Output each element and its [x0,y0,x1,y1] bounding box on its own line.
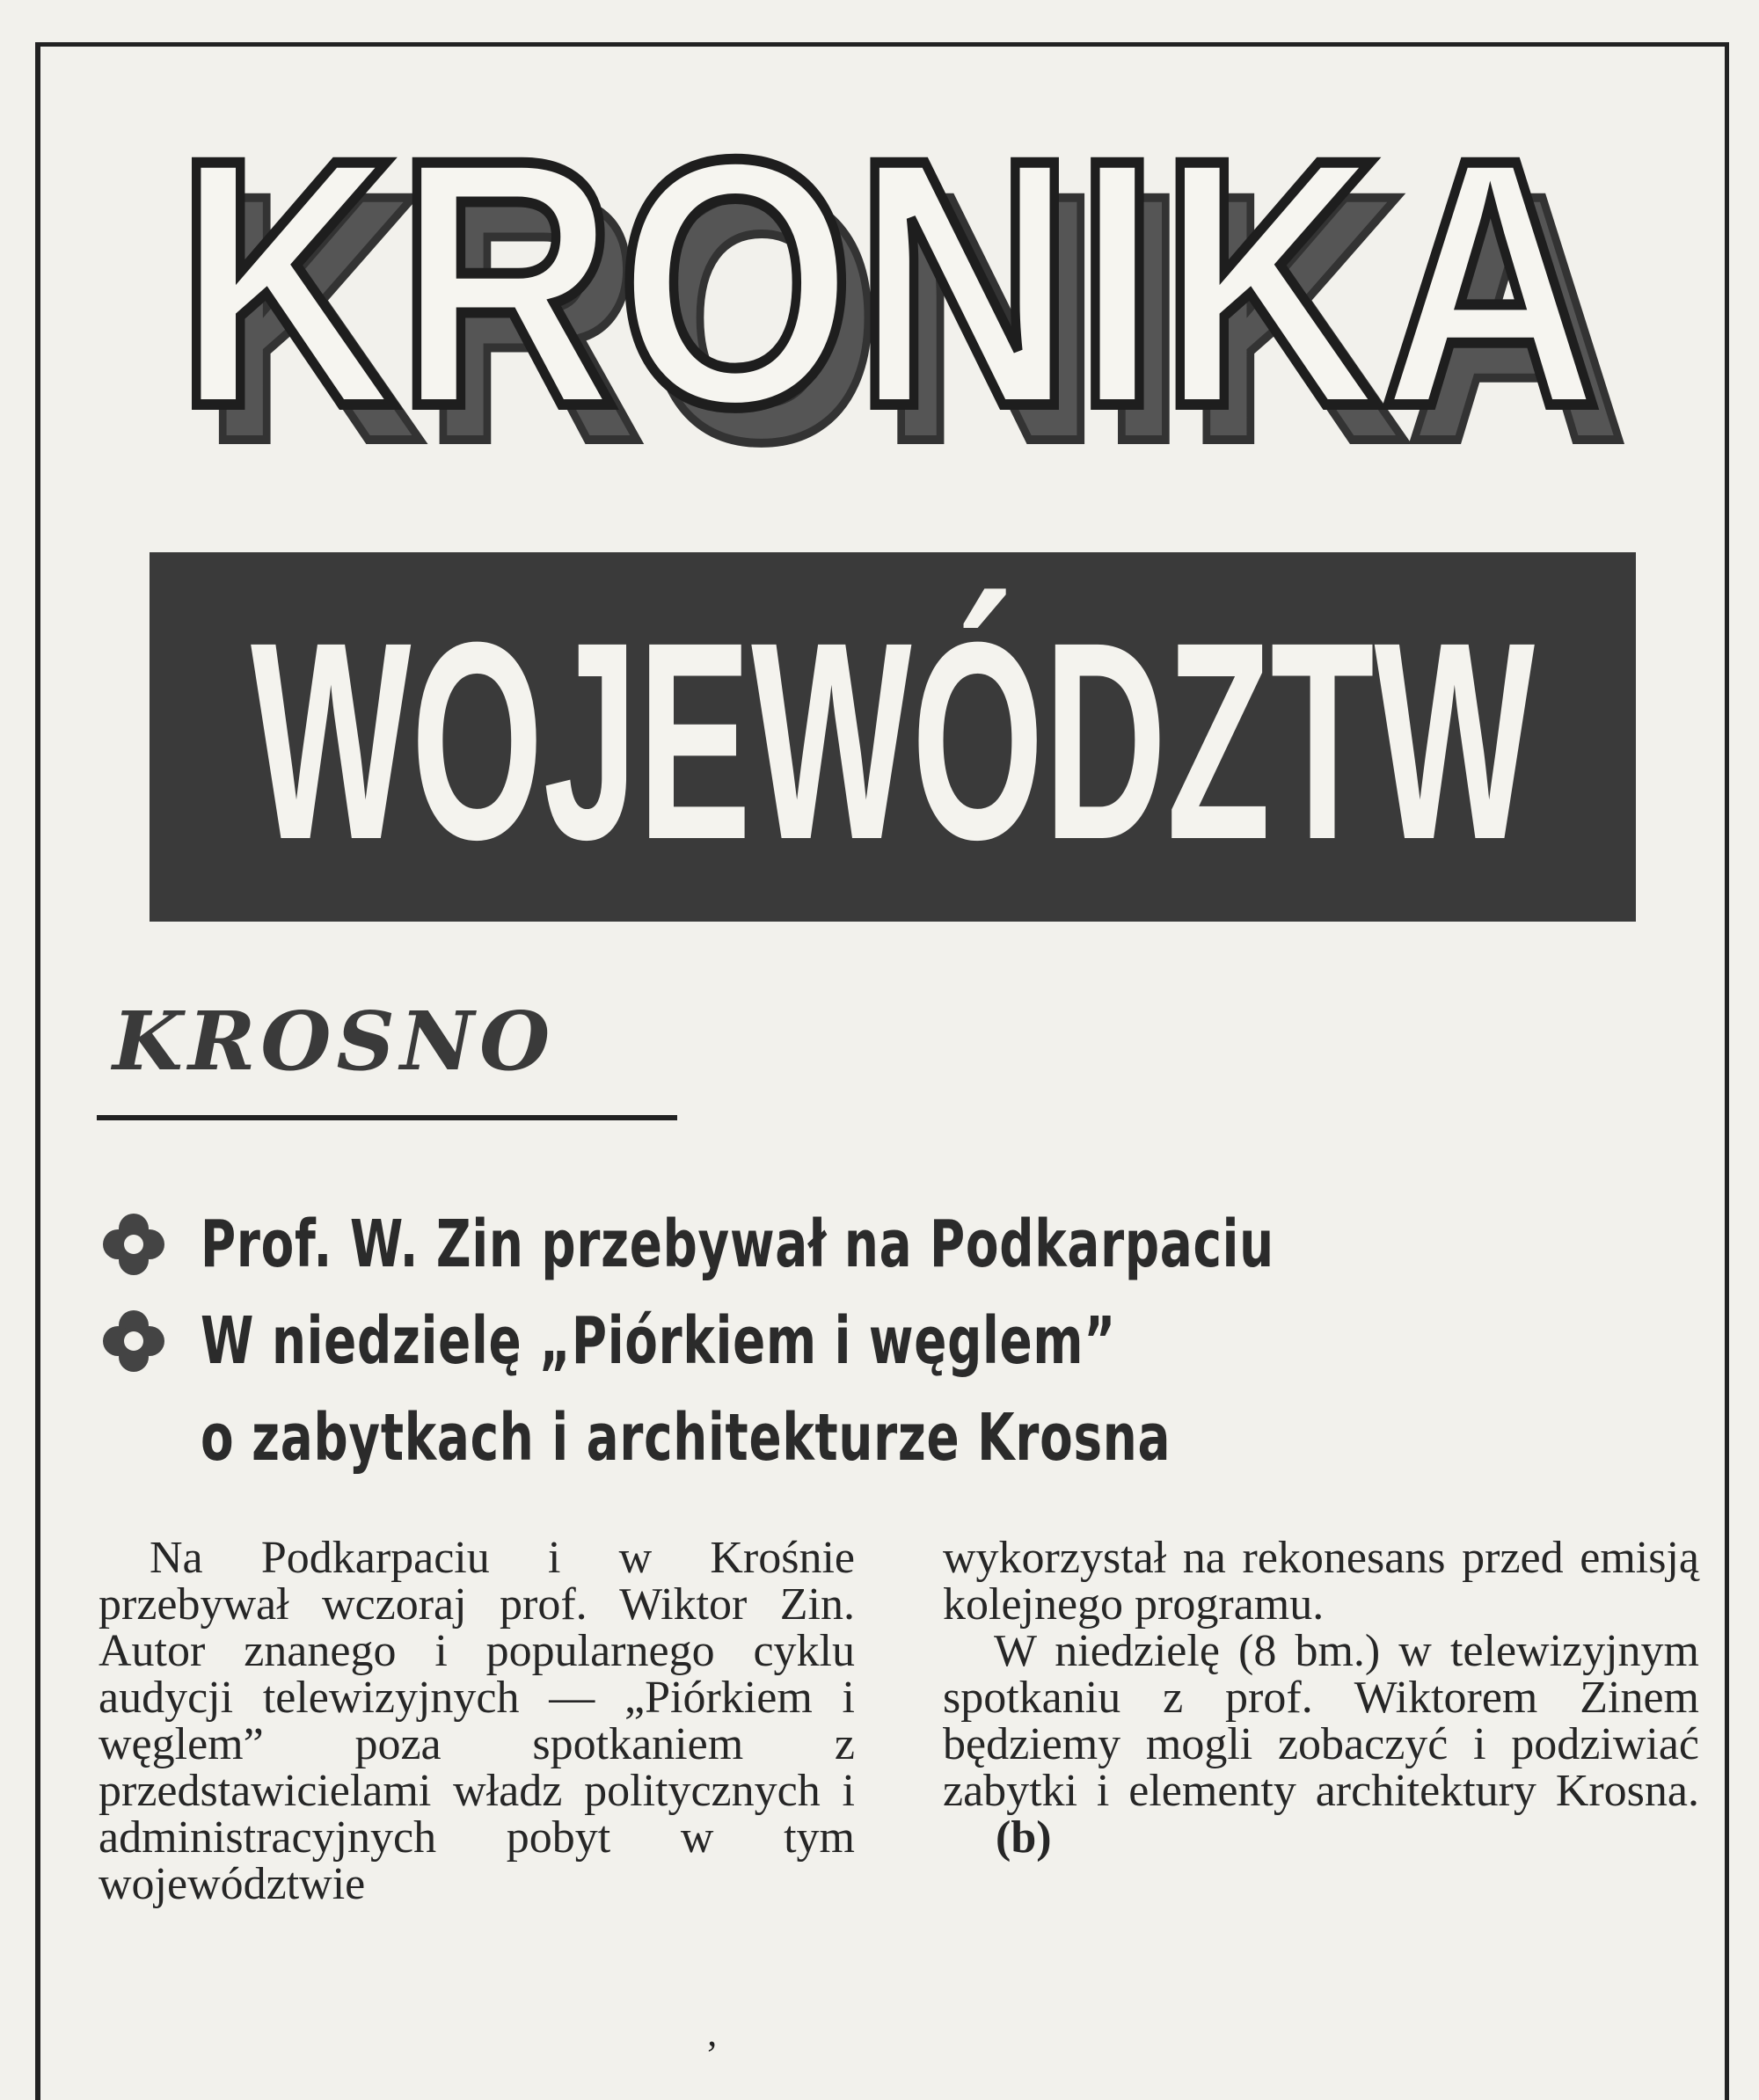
article-body [99,1535,1699,2027]
article-column-left [99,1535,855,2027]
headline-text: o zabytkach i architekturze Krosna [201,1400,1171,1476]
section-divider [97,1115,677,1120]
flower-icon [97,1304,171,1378]
headline-text: Prof. W. Zin przebywał na Podkarpaciu [201,1207,1274,1282]
flower-icon [97,1207,171,1281]
masthead-shadow: KRONIKA [202,121,1627,457]
headline-row [97,1196,1592,1293]
headline-row [97,1389,1592,1486]
article-paragraph [943,1628,1699,1861]
author-signature: (b) [996,1812,1052,1863]
article-paragraph-text: W niedzielę (8 bm.) w telewizyjnym spotkaniu z prof. Wiktorem Zinem będziemy mogli zobaczyć i podziwiać zabytki i elementy architektury Krosna. [943,1626,1699,1816]
bottom-mark: ʼ [705,2033,719,2076]
subtitle-text: WOJEWÓDZTW [251,583,1536,898]
section-title: KROSNO [113,994,556,1089]
headline-block [97,1196,1592,1486]
masthead-text: KRONIKA [176,88,1601,457]
article-column-right [943,1535,1699,2027]
subtitle-banner [150,552,1636,922]
headline-row [97,1293,1592,1389]
article-paragraph: Na Podkarpaciu i w Krośnie przebywał wczoraj prof. Wiktor Zin. Autor znanego i popularnego cyklu audycji telewizyjnych — „Piórkiem i węglem” poza spotkaniem z przedstawicielami władz politycznych i administracyjnych pobyt w tym województwie [99,1533,855,1909]
article-paragraph: wykorzystał na rekonesans przed emisją kolejnego programu. [943,1533,1699,1630]
headline-text: W niedzielę „Piórkiem i węglem” [201,1303,1116,1379]
masthead-title [141,88,1653,457]
